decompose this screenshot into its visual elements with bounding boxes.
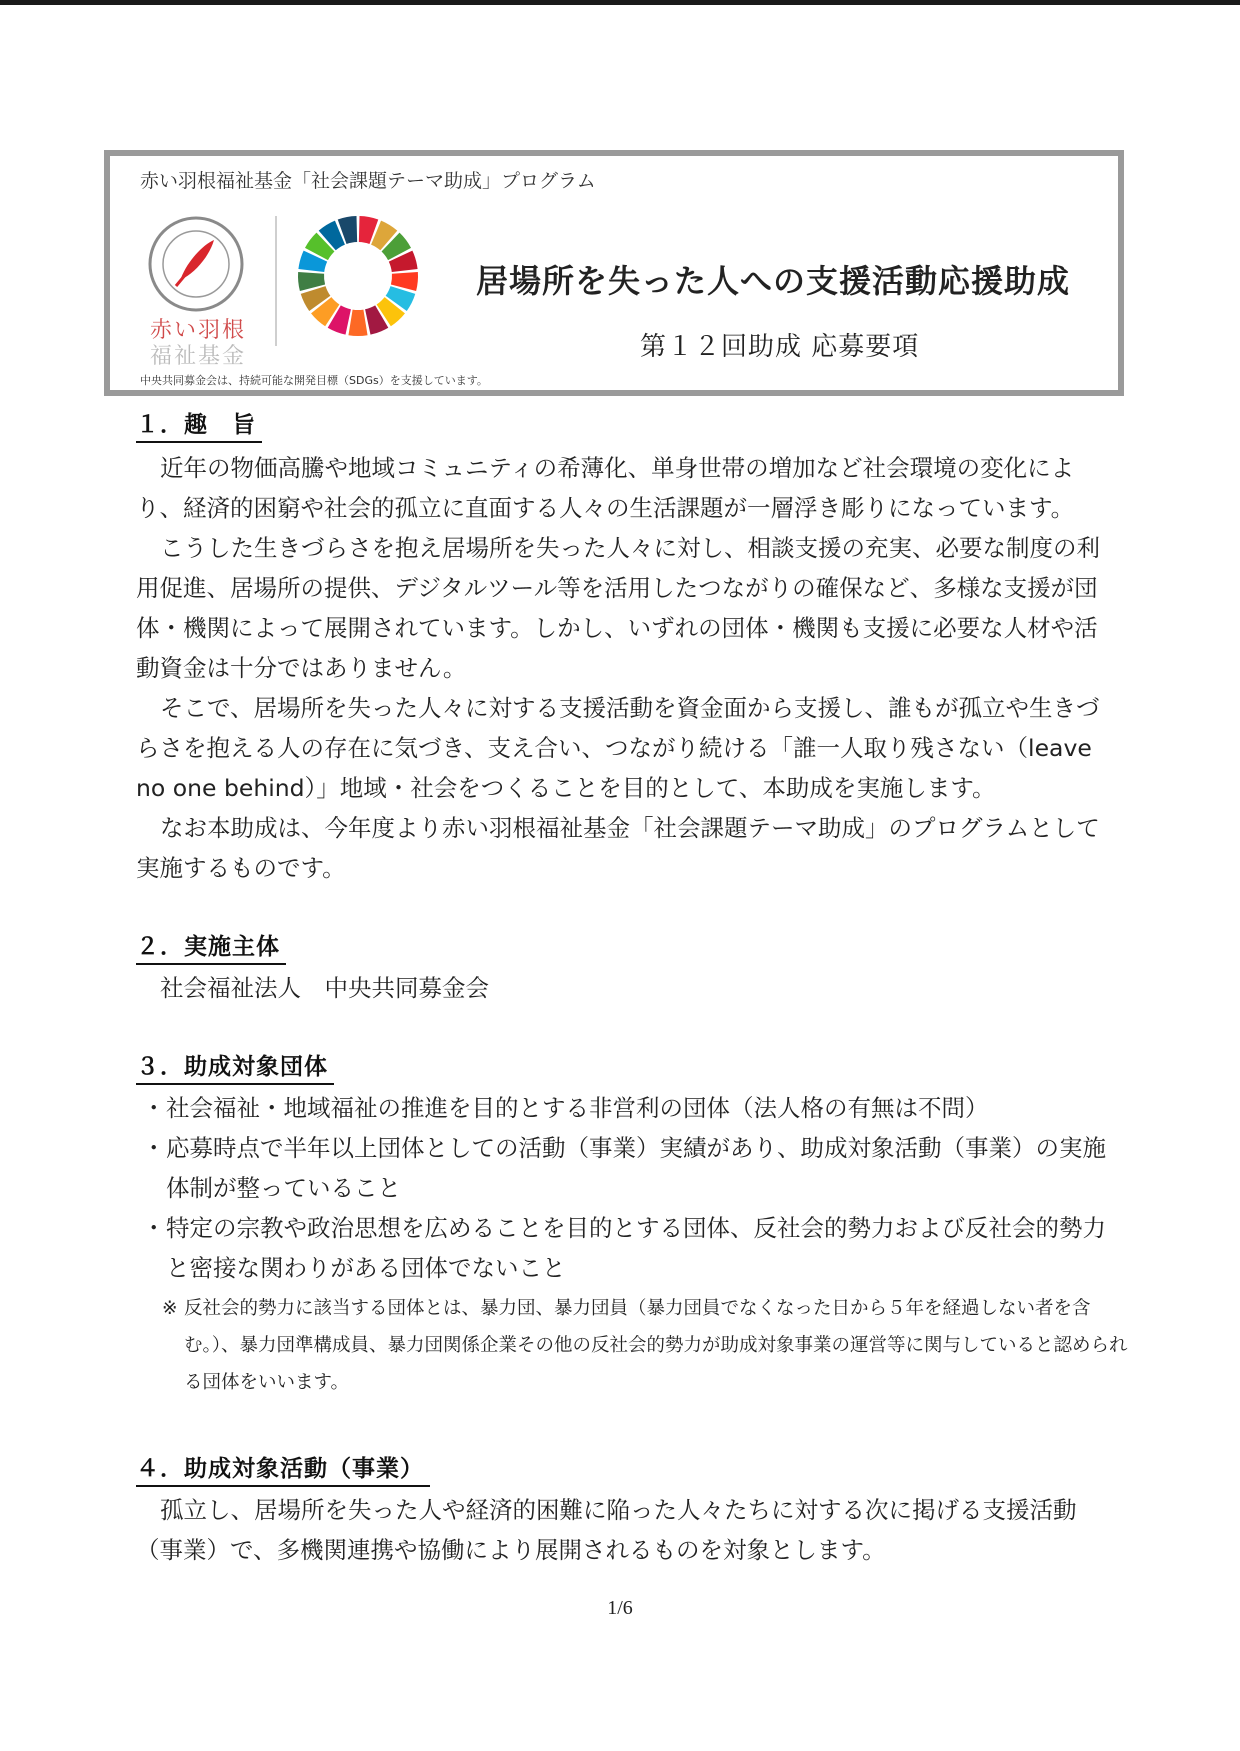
red-feather-logo-icon xyxy=(146,214,246,314)
section-heading: ２．実施主体 xyxy=(136,928,286,965)
logo-text-red: 赤い羽根 xyxy=(150,318,247,343)
logo-divider xyxy=(275,216,277,346)
list-item: ・ 特定の宗教や政治思想を広めることを目的とする団体、反社会的勢力および反社会的勢力と密接な関わりがある団体でないこと xyxy=(142,1214,1106,1282)
antisocial-note: ※ 反社会的勢力に該当する団体とは、暴力団、暴力団員（暴力団員でなくなった日から５年を経過しない者を含む。）、暴力団準構成員、暴力団関係企業その他の反社会的勢力が助成対象事業の運営等に関与していると認められる団体をいいます。 xyxy=(162,1298,1128,1393)
paragraph: 孤立し、居場所を失った人や経済的困難に陥った人々たちに対する次に掲げる支援活動（事業）で、多機関連携や協働により展開されるものを対象とします。 xyxy=(136,1496,1077,1564)
paragraph: なお本助成は、今年度より赤い羽根福祉基金「社会課題テーマ助成」のプログラムとして実施するものです。 xyxy=(136,814,1100,882)
logo-text-gray: 福祉基金 xyxy=(150,344,247,369)
page-title: 居場所を失った人への支援活動応援助成 xyxy=(476,262,1071,300)
section-heading: ３．助成対象団体 xyxy=(136,1048,334,1085)
list-item: ・ 応募時点で半年以上団体としての活動（事業）実績があり、助成対象活動（事業）の実施体制が整っていること xyxy=(142,1134,1106,1202)
paragraph: 近年の物価高騰や地域コミュニティの希薄化、単身世帯の増加など社会環境の変化により、経済的困窮や社会的孤立に直面する人々の生活課題が一層浮き彫りになっています。 xyxy=(136,454,1075,522)
paragraph: こうした生きづらさを抱え居場所を失った人々に対し、相談支援の充実、必要な制度の利用促進、居場所の提供、デジタルツール等を活用したつながりの確保など、多様な支援が団体・機関によって展開されています。しかし、いずれの団体・機関も支援に必要な人材や活動資金は十分ではありません。 xyxy=(136,534,1100,682)
section-heading: ４．助成対象活動（事業） xyxy=(136,1450,430,1487)
section-heading: １．趣 旨 xyxy=(136,406,262,443)
header-box xyxy=(104,150,1124,396)
page-number: 1/6 xyxy=(607,1597,633,1619)
paragraph: そこで、居場所を失った人々に対する支援活動を資金面から支援し、誰もが孤立や生きづらさを抱える人の存在に気づき、支え合い、つながり続ける「誰一人取り残さない（leave no one behind）」地域・社会をつくることを目的として、本助成を実施します。 xyxy=(136,694,1100,802)
eligibility-list xyxy=(142,1088,1117,1288)
scan-top-edge xyxy=(0,0,1240,5)
implementing-body: 社会福祉法人 中央共同募金会 xyxy=(160,974,489,1002)
sdgs-wheel-icon xyxy=(296,214,420,338)
page-subtitle: 第１２回助成 応募要項 xyxy=(640,332,920,362)
sdgs-note: 中央共同募金会は、持続可能な開発目標（SDGs）を支援しています。 xyxy=(140,374,488,387)
program-name: 赤い羽根福祉基金「社会課題テーマ助成」プログラム xyxy=(140,170,596,192)
sdg-segment xyxy=(348,310,367,336)
list-item: ・ 社会福祉・地域福祉の推進を目的とする非営利の団体（法人格の有無は不問） xyxy=(142,1094,989,1122)
